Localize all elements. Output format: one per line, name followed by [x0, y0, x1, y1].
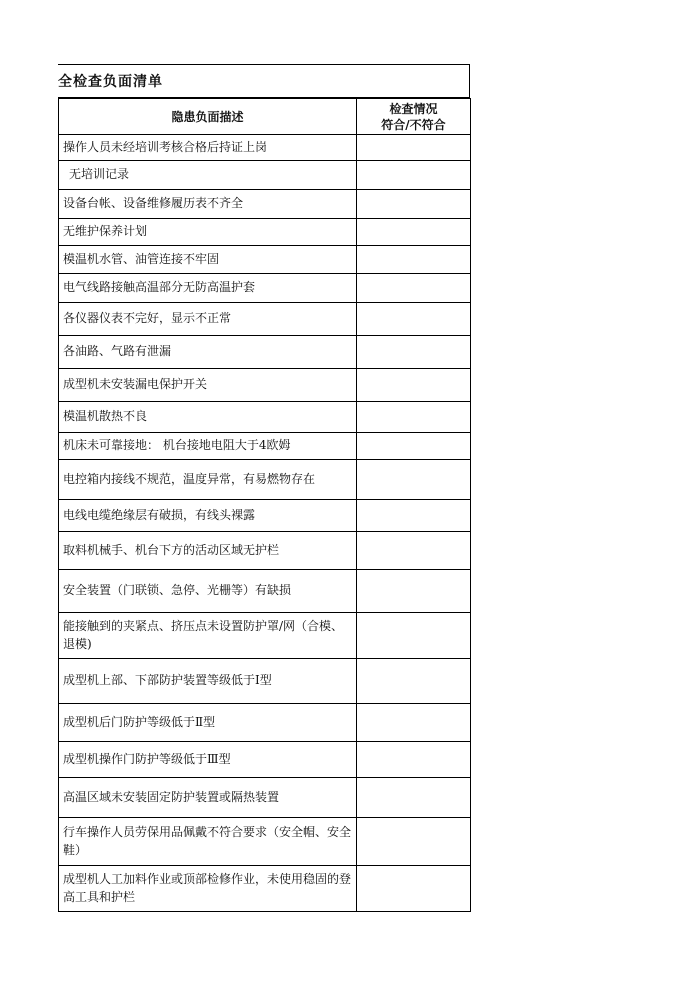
row-description: 成型机后门防护等级低于Ⅱ型	[59, 704, 357, 742]
row-check-cell[interactable]	[357, 532, 471, 570]
table-row	[59, 402, 471, 433]
row-description: 机床未可靠接地： 机台接地电阻大于4欧姆	[59, 433, 357, 460]
sheet-title: 全检查负面清单	[58, 64, 470, 98]
row-check-cell[interactable]	[357, 336, 471, 369]
row-description: 电气线路接触高温部分无防高温护套	[59, 274, 357, 303]
table-row	[59, 369, 471, 402]
row-description: 电线电缆绝缘层有破损，有线头裸露	[59, 500, 357, 532]
checklist-sheet	[58, 64, 470, 912]
row-check-cell[interactable]	[357, 613, 471, 659]
row-check-cell[interactable]	[357, 742, 471, 778]
row-check-cell[interactable]	[357, 704, 471, 742]
header-check-line2: 符合/不符合	[381, 117, 446, 132]
table-row	[59, 570, 471, 613]
row-check-cell[interactable]	[357, 570, 471, 613]
row-description: 安全装置（门联锁、急停、光栅等）有缺损	[59, 570, 357, 613]
table-row	[59, 190, 471, 219]
table-row	[59, 613, 471, 659]
row-check-cell[interactable]	[357, 778, 471, 818]
table-row	[59, 866, 471, 912]
row-check-cell[interactable]	[357, 246, 471, 274]
row-check-cell[interactable]	[357, 659, 471, 704]
table-row	[59, 219, 471, 246]
row-description: 模温机散热不良	[59, 402, 357, 433]
table-row	[59, 742, 471, 778]
table-row	[59, 659, 471, 704]
row-description: 无维护保养计划	[59, 219, 357, 246]
table-row	[59, 460, 471, 500]
row-description: 成型机上部、下部防护装置等级低于Ⅰ型	[59, 659, 357, 704]
row-check-cell[interactable]	[357, 402, 471, 433]
table-row	[59, 161, 471, 190]
row-description: 成型机未安装漏电保护开关	[59, 369, 357, 402]
table-row	[59, 500, 471, 532]
table-row	[59, 778, 471, 818]
table-row	[59, 818, 471, 866]
row-check-cell[interactable]	[357, 274, 471, 303]
header-description: 隐患负面描述	[59, 99, 357, 135]
row-description: 行车操作人员劳保用品佩戴不符合要求（安全帽、安全鞋）	[59, 818, 357, 866]
table-row	[59, 433, 471, 460]
table-row	[59, 246, 471, 274]
row-description: 能接触到的夹紧点、挤压点未设置防护罩/网（合模、退模)	[59, 613, 357, 659]
row-check-cell[interactable]	[357, 161, 471, 190]
table-row	[59, 135, 471, 161]
table-row	[59, 336, 471, 369]
row-description: 操作人员未经培训考核合格后持证上岗	[59, 135, 357, 161]
row-check-cell[interactable]	[357, 369, 471, 402]
header-check-status	[357, 99, 471, 135]
row-description: 成型机操作门防护等级低于Ⅲ型	[59, 742, 357, 778]
row-description: 高温区域未安装固定防护装置或隔热装置	[59, 778, 357, 818]
row-description: 成型机人工加料作业或顶部检修作业，未使用稳固的登高工具和护栏	[59, 866, 357, 912]
row-description: 无培训记录	[59, 161, 357, 190]
row-check-cell[interactable]	[357, 500, 471, 532]
row-description: 设备台帐、设备维修履历表不齐全	[59, 190, 357, 219]
table-header-row	[59, 99, 471, 135]
row-description: 各油路、气路有泄漏	[59, 336, 357, 369]
table-row	[59, 274, 471, 303]
row-check-cell[interactable]	[357, 219, 471, 246]
row-check-cell[interactable]	[357, 135, 471, 161]
row-check-cell[interactable]	[357, 433, 471, 460]
row-description: 取料机械手、机台下方的活动区域无护栏	[59, 532, 357, 570]
checklist-table	[58, 98, 471, 912]
table-row	[59, 532, 471, 570]
row-check-cell[interactable]	[357, 866, 471, 912]
row-check-cell[interactable]	[357, 460, 471, 500]
row-check-cell[interactable]	[357, 818, 471, 866]
row-description: 模温机水管、油管连接不牢固	[59, 246, 357, 274]
row-description: 各仪器仪表不完好，显示不正常	[59, 303, 357, 336]
table-row	[59, 303, 471, 336]
row-description: 电控箱内接线不规范，温度异常，有易燃物存在	[59, 460, 357, 500]
row-check-cell[interactable]	[357, 303, 471, 336]
table-row	[59, 704, 471, 742]
row-check-cell[interactable]	[357, 190, 471, 219]
header-check-line1: 检查情况	[389, 101, 438, 116]
